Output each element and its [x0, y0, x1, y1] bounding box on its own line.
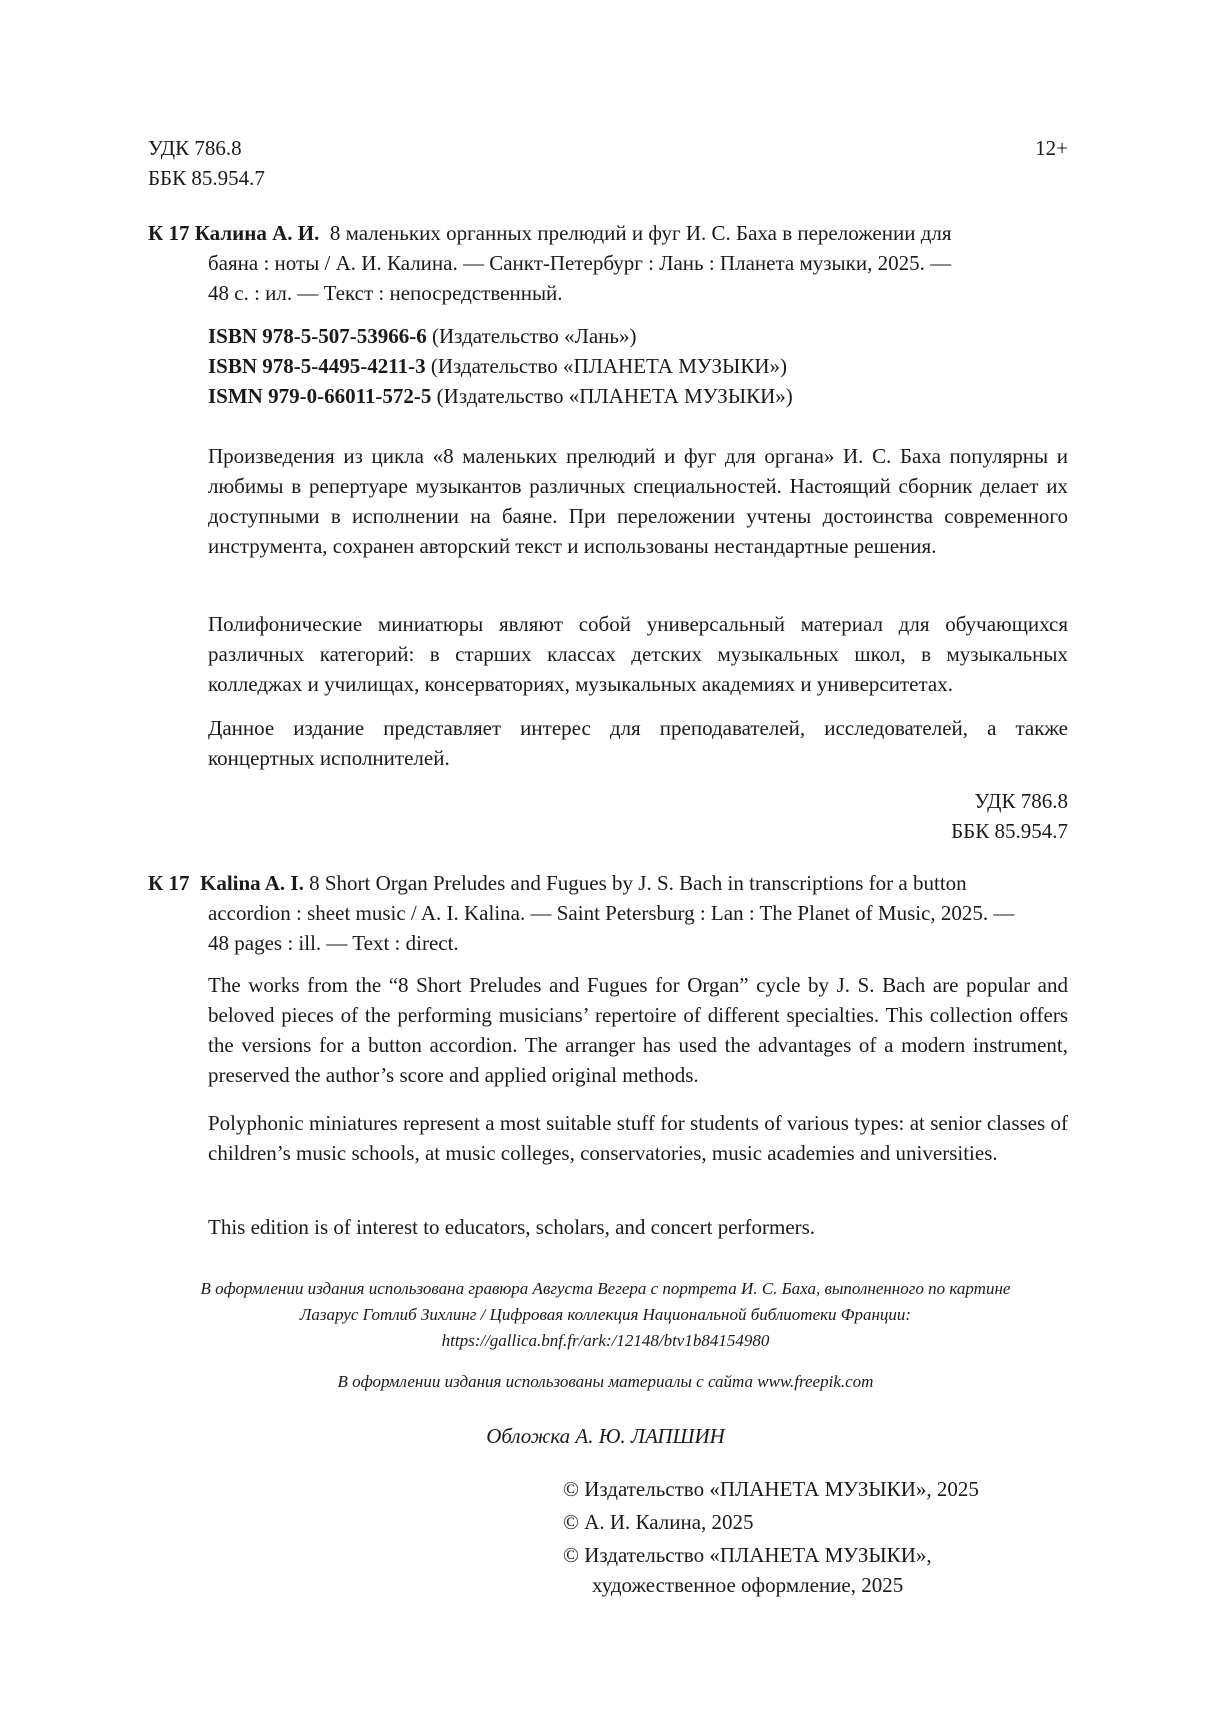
- en-entry-title: 8 Short Organ Preludes and Fugues by J. S. Bach in transcriptions for a button: [309, 871, 967, 895]
- ru-entry-line-1: [148, 218, 1068, 248]
- isbn-publisher: (Издательство «Лань»): [426, 324, 637, 348]
- en-entry-author: Kalina A. I.: [199, 871, 304, 895]
- en-annotation-paragraph: Polyphonic miniatures represent a most suitable stuff for students of various types: at senior classes of children’s music schools, at music colleges, conservatories, music academies and universities.: [208, 1111, 1068, 1165]
- freepik-credit: В оформлении издания использованы материалы с сайта www.freepik.com: [337, 1372, 874, 1391]
- ru-annotation-paragraph: Данное издание представляет интерес для преподавателей, исследователей, а также концертных исполнителей.: [208, 716, 1068, 770]
- isbn-line: [208, 351, 1068, 381]
- isbn-number: ISBN 978-5-507-53966-6: [208, 324, 427, 348]
- en-entry-line-2: accordion : sheet music / A. I. Kalina. — Saint Petersburg : Lan : The Planet of Music, 2025. —: [208, 901, 1015, 925]
- engraving-credit-line: Лазарус Готлиб Зихлинг / Цифровая коллекция Национальной библиотеки Франции:: [299, 1305, 912, 1324]
- en-annotation-paragraph: The works from the “8 Short Preludes and Fugues for Organ” cycle by J. S. Bach are popular and beloved pieces of the performing musicians’ repertoire of different specialties. This collection offers the versions for a button accordion. The arranger has used the advantages of a modern instrument, preserved the author’s score and applied original methods.: [208, 973, 1068, 1087]
- en-bibliographic-entry: [148, 868, 1068, 958]
- udk-code-right: УДК 786.8: [974, 789, 1068, 813]
- ru-entry-line-3: 48 с. : ил. — Текст : непосредственный.: [208, 281, 563, 305]
- ru-annotation-paragraph: Полифонические миниатюры являют собой универсальный материал для обучающихся различных категорий: в старших классах детских музыкальных школ, в музыкальных колледжах и училищах, консерваториях, музыкальных академиях и университетах.: [208, 612, 1068, 696]
- ru-entry-line-2: баяна : ноты / А. И. Калина. — Санкт-Петербург : Лань : Планета музыки, 2025. —: [208, 251, 952, 275]
- age-rating: 12+: [1035, 136, 1068, 160]
- engraving-credit-line: В оформлении издания использована гравюра Августа Вегера с портрета И. С. Баха, выполненного по картине: [200, 1279, 1011, 1298]
- engraving-credit: [140, 1276, 1071, 1354]
- isbn-publisher: (Издательство «ПЛАНЕТА МУЗЫКИ»): [425, 354, 787, 378]
- copyright-line: © Издательство «ПЛАНЕТА МУЗЫКИ»,: [563, 1543, 932, 1567]
- ismn-publisher: (Издательство «ПЛАНЕТА МУЗЫКИ»): [431, 384, 793, 408]
- ismn-number: ISMN 979-0-66011-572-5: [208, 384, 432, 408]
- isbn-line: [208, 321, 1068, 351]
- en-entry-line-1: [148, 868, 1068, 898]
- copyright-line: © А. И. Калина, 2025: [563, 1510, 754, 1534]
- isbn-number: ISBN 978-5-4495-4211-3: [208, 354, 426, 378]
- ru-entry-title: 8 маленьких органных прелюдий и фуг И. С. Баха в переложении для: [329, 221, 952, 245]
- en-entry-code: К 17: [148, 871, 190, 895]
- copyright-line: художественное оформление, 2025: [592, 1573, 904, 1597]
- ismn-line: [208, 381, 1068, 411]
- ru-entry-author: Калина А. И.: [194, 221, 320, 245]
- cover-credit: Обложка А. Ю. ЛАПШИН: [486, 1424, 725, 1448]
- en-entry-line-3: 48 pages : ill. — Text : direct.: [208, 931, 459, 955]
- isbn-block: [208, 321, 1068, 411]
- en-annotation-paragraph: This edition is of interest to educators, scholars, and concert performers.: [208, 1215, 816, 1239]
- ru-entry-code: К 17: [148, 221, 190, 245]
- bbk-code-right: ББК 85.954.7: [951, 819, 1068, 843]
- bbk-code: ББК 85.954.7: [148, 166, 265, 190]
- engraving-credit-url: https://gallica.bnf.fr/ark:/12148/btv1b84154980: [441, 1331, 770, 1350]
- udk-code: УДК 786.8: [148, 136, 242, 160]
- ru-annotation-paragraph: Произведения из цикла «8 маленьких прелюдий и фуг для органа» И. С. Баха популярны и любимы в репертуаре музыкантов различных специальностей. Настоящий сборник делает их доступными в исполнении на баяне. При переложении учтены достоинства современного инструмента, сохранен авторский текст и использованы нестандартные решения.: [208, 444, 1068, 558]
- ru-bibliographic-entry: [148, 218, 1068, 308]
- copyright-line: © Издательство «ПЛАНЕТА МУЗЫКИ», 2025: [563, 1477, 979, 1501]
